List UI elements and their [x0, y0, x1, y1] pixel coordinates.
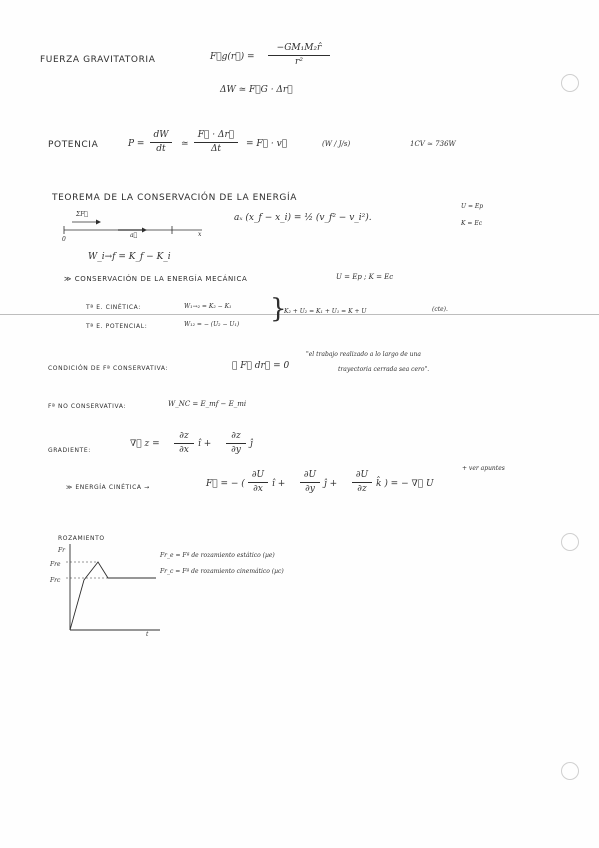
dy-denominator: ∂y — [305, 484, 315, 494]
conservative-quote-line1: "el trabajo realizado a lo largo de una — [306, 351, 421, 358]
diagram-x-label: x — [198, 231, 202, 238]
nonconservative-equation: W_NC = E_mf − E_mi — [168, 400, 247, 408]
energy-theorem-title: TEOREMA DE LA CONSERVACIÓN DE LA ENERGÍA — [52, 193, 298, 203]
gradient-dz-dy — [226, 431, 246, 456]
potential-theorem-label: Tª E. POTENCIAL: — [86, 323, 148, 330]
fraction-bar — [268, 55, 330, 56]
horsepower-conversion: 1CV ≃ 736W — [410, 140, 456, 148]
potential-k-hat-result: k̂ ) = − ∇⃗ U — [376, 479, 434, 489]
power-fraction-dw-dt — [150, 130, 172, 155]
binder-hole-middle — [561, 533, 579, 551]
kinetic-theorem-label: Tª E. CINÉTICA: — [86, 304, 141, 311]
potential-du-dz — [352, 470, 372, 495]
theorem-brace: } — [270, 294, 287, 324]
gravity-equation-fraction — [268, 43, 330, 68]
kinetic-theorem-equation: W₁→₂ = K₂ − K₁ — [184, 303, 232, 310]
gradient-j-hat: ĵ — [250, 439, 253, 449]
friction-legend-kinetic: Fr_c = Fª de rozamiento cinemático (µc) — [160, 568, 284, 575]
power-label: POTENCIA — [48, 140, 99, 150]
acceleration-arrowhead — [142, 228, 147, 233]
gravity-denominator: r² — [295, 57, 303, 67]
fraction-bar — [226, 443, 246, 444]
diagram-accel-label: a⃗ — [130, 232, 138, 239]
potential-energy-force-label: ≫ ENERGÍA CINÉTICA → — [66, 484, 150, 491]
work-energy-equation: W_i→f = K_f − K_i — [88, 252, 171, 262]
nonconservative-label: Fª NO CONSERVATIVA: — [48, 403, 127, 410]
gravity-label: FUERZA GRAVITATORIA — [40, 55, 156, 65]
friction-graph — [52, 540, 162, 640]
potential-theorem-equation: W₁₂ = − (U₂ − U₁) — [184, 321, 240, 328]
fraction-bar — [150, 142, 172, 143]
gradient-dz-dx — [174, 431, 194, 456]
potential-i-hat: î + — [272, 479, 286, 489]
power-units: (W / J/s) — [322, 140, 351, 148]
dx-denominator: ∂x — [179, 445, 189, 455]
potential-du-dy — [300, 470, 320, 495]
energy-conservation-note: (cte). — [432, 306, 448, 313]
binder-hole-top — [561, 74, 579, 92]
power-fraction-f-dr — [194, 130, 238, 155]
conservative-line-integral: ∮ F⃗ dr⃗ = 0 — [232, 361, 290, 371]
work-increment-equation: ΔW ≃ F⃗G · Δr⃗ — [220, 85, 293, 95]
force-from-potential-lhs: F⃗ = − ( — [206, 479, 245, 489]
potential-du-dx — [248, 470, 268, 495]
dz-denominator: ∂z — [357, 484, 367, 494]
see-notes-annotation: + ver apuntes — [462, 465, 505, 472]
fraction-bar — [248, 482, 268, 483]
du-numerator: ∂U — [355, 470, 369, 480]
dz-numerator: ∂z — [179, 431, 189, 441]
kinematic-equation: aₓ (x_f − x_i) = ½ (v_f² − v_i²). — [234, 213, 372, 223]
mechanical-energy-label: ≫ CONSERVACIÓN DE LA ENERGÍA MECÁNICA — [64, 275, 248, 283]
gravity-equation-lhs: F⃗g(r⃗) = — [210, 52, 255, 62]
conservative-quote-line2: trayectoria cerrada sea cero". — [338, 366, 430, 373]
conservative-condition-label: CONDICIÓN DE Fª CONSERVATIVA: — [48, 365, 169, 372]
friction-y-label-static: Fre — [50, 561, 61, 568]
du-numerator: ∂U — [303, 470, 317, 480]
diagram-force-label: ΣF⃗ — [76, 211, 89, 218]
power-p-equals: P = — [128, 139, 145, 149]
du-numerator: ∂U — [251, 470, 265, 480]
side-note-u: U = Ep — [461, 203, 484, 210]
friction-legend-static: Fr_e = Fª de rozamiento estático (µe) — [160, 552, 275, 559]
gradient-lhs: ∇⃗ z = — [130, 439, 160, 449]
diagram-origin-label: 0 — [62, 236, 66, 243]
gravity-numerator: −GM₁M₂r̂ — [276, 43, 322, 53]
friction-y-label-fr: Fr — [58, 547, 66, 554]
dx-denominator: ∂x — [253, 484, 263, 494]
friction-y-label-kinetic: Frc — [50, 577, 61, 584]
dy-denominator: ∂y — [231, 445, 241, 455]
force-arrowhead — [96, 220, 101, 225]
fraction-bar — [174, 443, 194, 444]
power-dot-product: = F⃗ · v⃗ — [246, 139, 288, 149]
gradient-label: GRADIENTE: — [48, 447, 91, 454]
fraction-bar — [194, 142, 238, 143]
dw-numerator: dW — [153, 130, 169, 140]
side-note-k: K = Ec — [461, 220, 483, 227]
dt-denominator: dt — [156, 144, 166, 154]
gradient-i-hat: î + — [198, 439, 212, 449]
dt-increment-denominator: Δt — [210, 144, 222, 154]
fraction-bar — [352, 482, 372, 483]
friction-title: ROZAMIENTO — [58, 535, 105, 542]
potential-j-hat: ĵ + — [324, 479, 338, 489]
energy-conservation-result: K₂ + U₂ = K₁ + U₁ = K + U — [284, 308, 367, 315]
dz-numerator: ∂z — [231, 431, 241, 441]
friction-curve — [70, 562, 156, 630]
mechanical-energy-vars: U = Ep ; K = Ec — [336, 273, 394, 281]
binder-hole-bottom — [561, 762, 579, 780]
f-dr-numerator: F⃗ · Δr⃗ — [197, 130, 235, 140]
fraction-bar — [300, 482, 320, 483]
power-approx-sign: ≃ — [181, 139, 189, 149]
friction-x-label: t — [146, 631, 149, 638]
